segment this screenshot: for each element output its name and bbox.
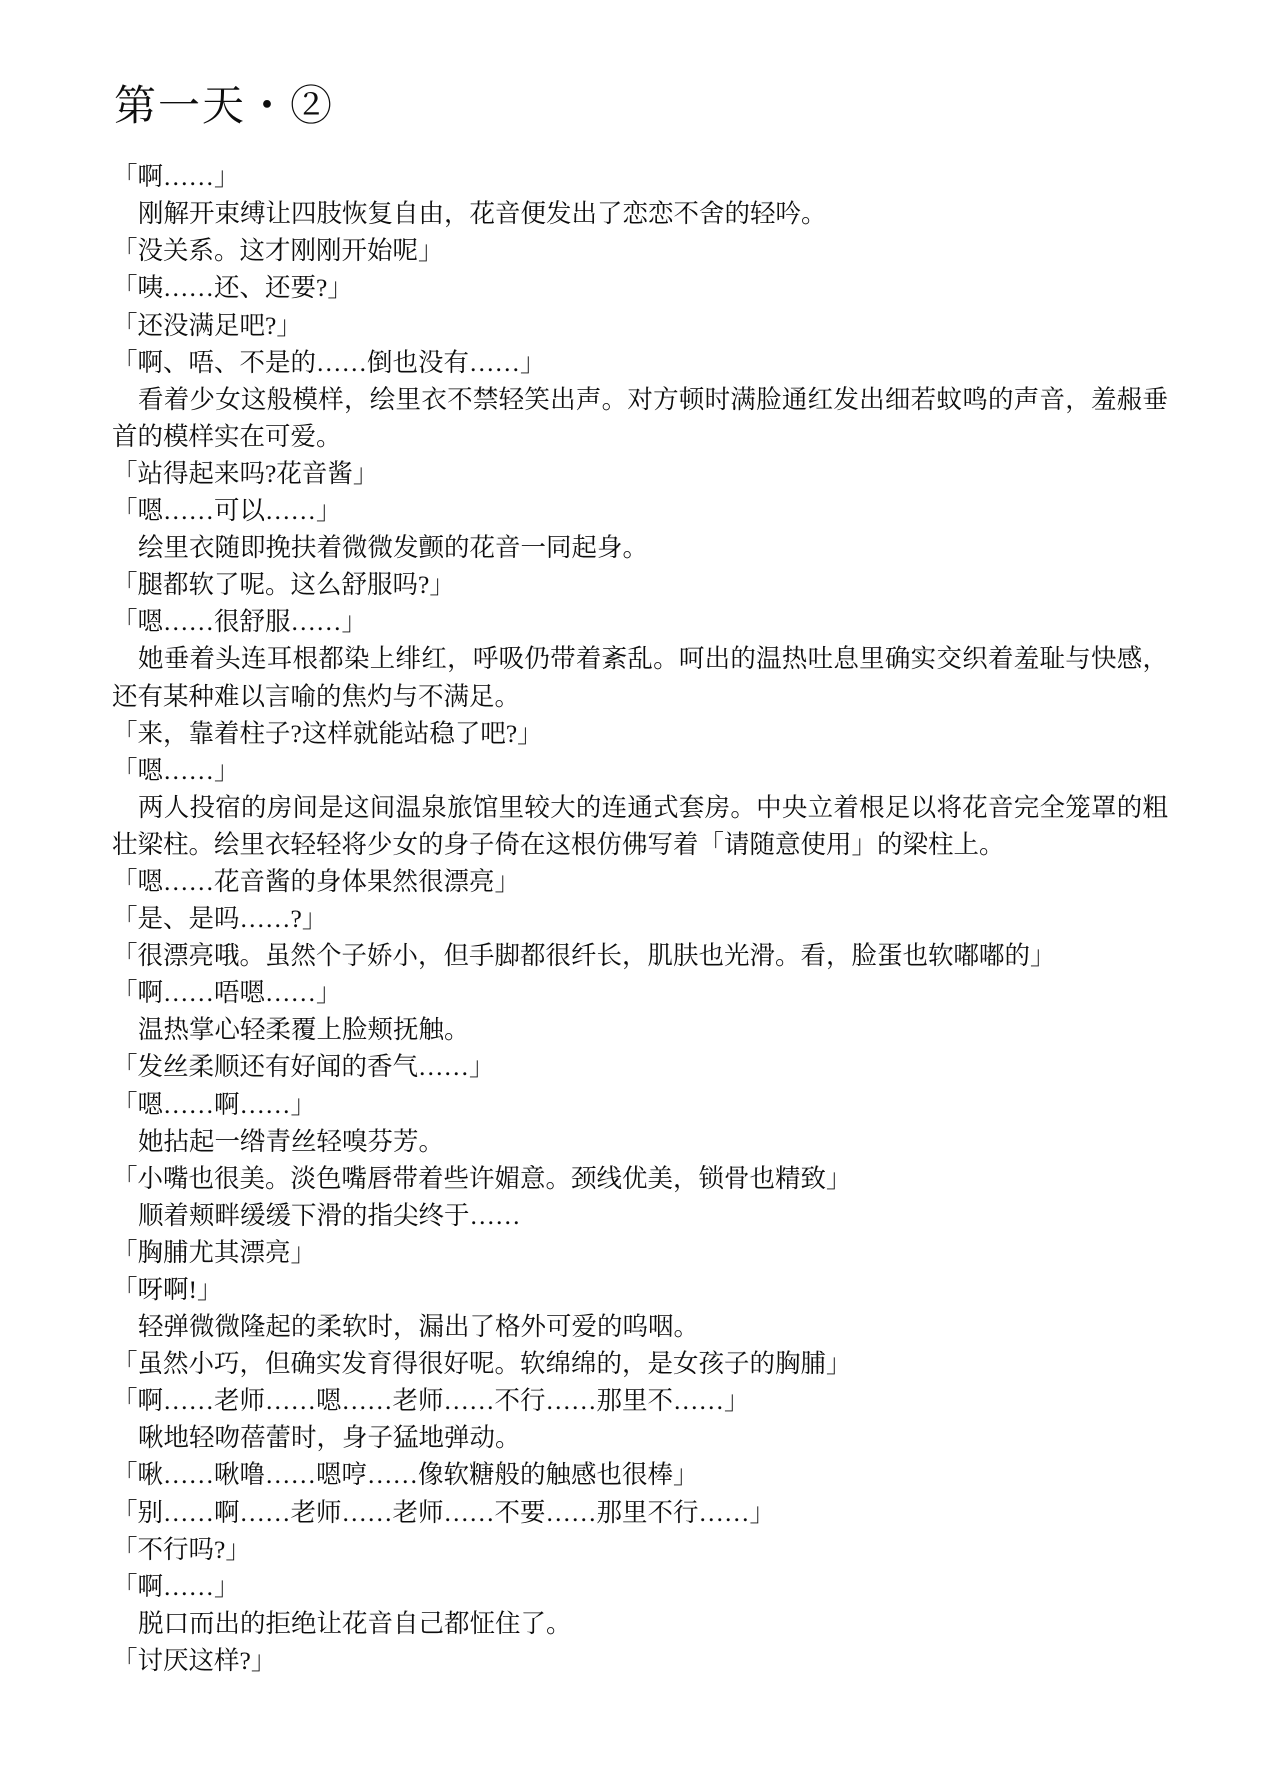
dialogue-line: 「虽然小巧，但确实发育得很好呢。软绵绵的，是女孩子的胸脯」 xyxy=(112,1349,852,1379)
body-text xyxy=(112,158,1168,1679)
dialogue-line: 「嗯……可以……」 xyxy=(112,496,342,526)
dialogue-line: 「腿都软了呢。这么舒服吗?」 xyxy=(112,570,455,600)
dialogue-line: 「嗯……」 xyxy=(112,755,240,785)
body-paragraph: 看着少女这般模样，绘里衣不禁轻笑出声。对方顿时满脸通红发出细若蚊鸣的声音，羞赧垂首的模样实在可爱。 xyxy=(112,384,1168,451)
dialogue-line: 「还没满足吧?」 xyxy=(112,310,302,340)
dialogue-line: 「不行吗?」 xyxy=(112,1534,251,1564)
dialogue-line: 「啊……老师……嗯……老师……不行……那里不……」 xyxy=(112,1386,750,1416)
body-paragraph: 绘里衣随即挽扶着微微发颤的花音一同起身。 xyxy=(138,533,649,563)
dialogue-line: 「胸脯尤其漂亮」 xyxy=(112,1237,317,1267)
body-paragraph: 温热掌心轻柔覆上脸颊抚触。 xyxy=(138,1015,470,1045)
dialogue-line: 「嗯……很舒服……」 xyxy=(112,607,368,637)
dialogue-line: 「没关系。这才刚刚开始呢」 xyxy=(112,236,444,266)
dialogue-line: 「讨厌这样?」 xyxy=(112,1645,277,1675)
page-title: 第一天・② xyxy=(114,84,335,130)
dialogue-line: 「嗯……啊……」 xyxy=(112,1089,317,1119)
dialogue-line: 「呀啊!」 xyxy=(112,1275,223,1304)
body-paragraph: 她垂着头连耳根都染上绯红，呼吸仍带着紊乱。呵出的温热吐息里确实交织着羞耻与快感，还有某种难以言喻的焦灼与不满足。 xyxy=(112,644,1168,711)
dialogue-line: 「发丝柔顺还有好闻的香气……」 xyxy=(112,1052,495,1082)
dialogue-line: 「啾……啾噜……嗯哼……像软糖般的触感也很棒」 xyxy=(112,1460,699,1490)
dialogue-line: 「很漂亮哦。虽然个子娇小，但手脚都很纤长，肌肤也光滑。看，脸蛋也软嘟嘟的」 xyxy=(112,941,1056,971)
dialogue-line: 「站得起来吗?花音酱」 xyxy=(112,458,379,488)
dialogue-line: 「小嘴也很美。淡色嘴唇带着些许媚意。颈线优美，锁骨也精致」 xyxy=(112,1163,852,1193)
body-paragraph: 她拈起一绺青丝轻嗅芬芳。 xyxy=(138,1126,445,1156)
dialogue-line: 「啊……」 xyxy=(112,1571,240,1601)
body-paragraph: 轻弹微微隆起的柔软时，漏出了格外可爱的呜咽。 xyxy=(138,1312,700,1342)
body-paragraph: 脱口而出的拒绝让花音自己都怔住了。 xyxy=(138,1608,572,1638)
dialogue-line: 「来，靠着柱子?这样就能站稳了吧?」 xyxy=(112,718,543,748)
dialogue-line: 「啊……」 xyxy=(112,162,240,192)
dialogue-line: 「是、是吗……?」 xyxy=(112,904,328,934)
body-paragraph: 啾地轻吻蓓蕾时，身子猛地弹动。 xyxy=(138,1423,521,1453)
dialogue-line: 「嗯……花音酱的身体果然很漂亮」 xyxy=(112,866,521,896)
dialogue-line: 「咦……还、还要?」 xyxy=(112,273,353,303)
dialogue-line: 「别……啊……老师……老师……不要……那里不行……」 xyxy=(112,1497,776,1527)
body-paragraph: 刚解开束缚让四肢恢复自由，花音便发出了恋恋不舍的轻吟。 xyxy=(138,199,827,229)
dialogue-line: 「啊……唔嗯……」 xyxy=(112,978,342,1008)
body-paragraph: 两人投宿的房间是这间温泉旅馆里较大的连通式套房。中央立着根足以将花音完全笼罩的粗壮梁柱。绘里衣轻轻将少女的身子倚在这根仿佛写着「请随意使用」的梁柱上。 xyxy=(112,792,1168,859)
body-paragraph: 顺着颊畔缓缓下滑的指尖终于…… xyxy=(138,1200,521,1230)
dialogue-line: 「啊、唔、不是的……倒也没有……」 xyxy=(112,347,546,377)
